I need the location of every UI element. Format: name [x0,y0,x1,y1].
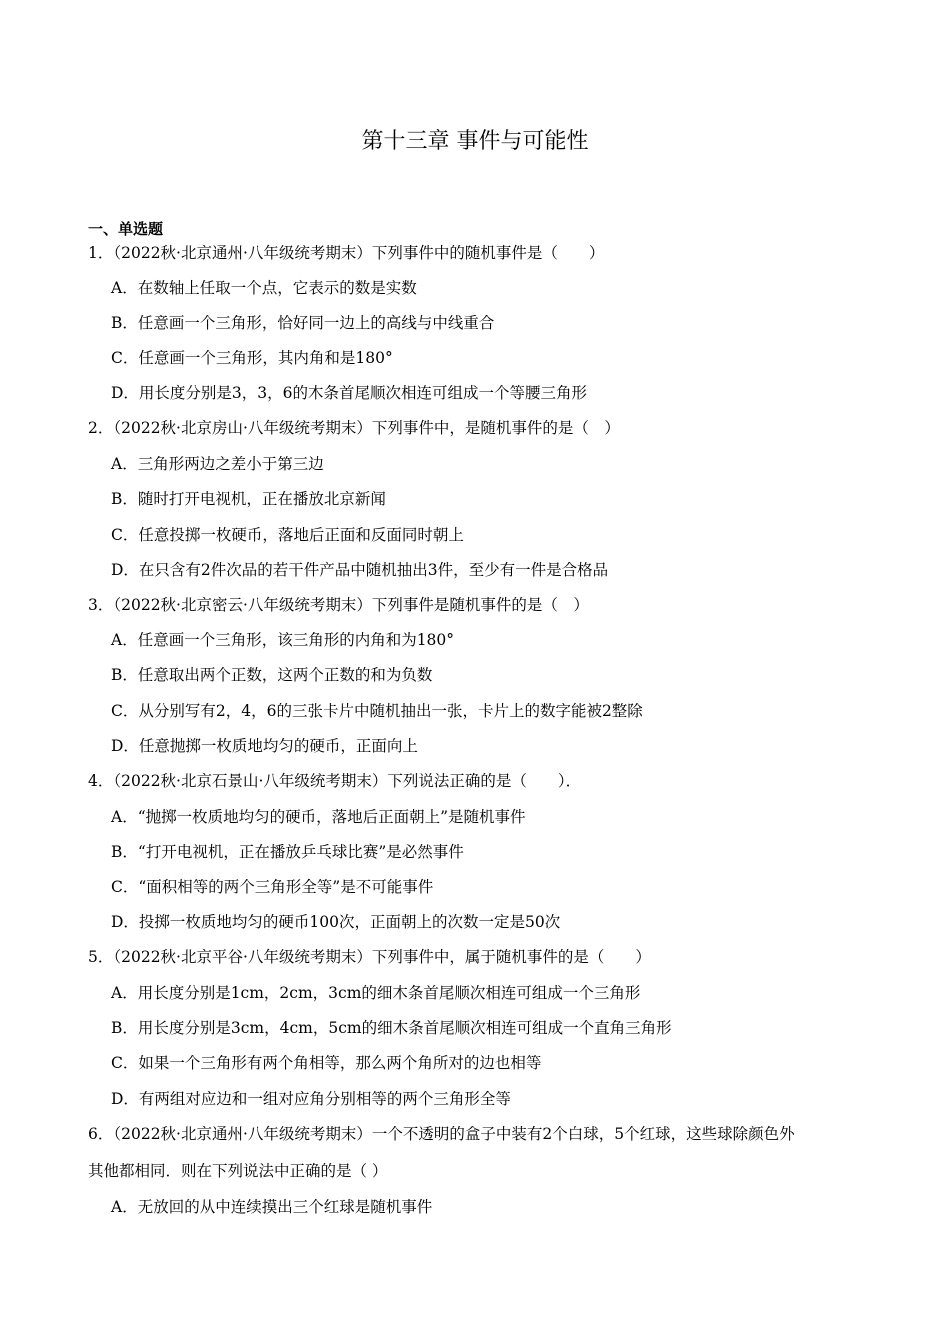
question-1-option-a: A．在数轴上任取一个点，它表示的数是实数 [111,279,417,297]
question-3-option-d: D．任意抛掷一枚质地均匀的硬币，正面向上 [111,737,418,755]
question-3-option-b: B．任意取出两个正数，这两个正数的和为负数 [111,666,433,684]
question-5-option-d: D．有两组对应边和一组对应角分别相等的两个三角形全等 [111,1090,511,1108]
question-1-option-d: D．用长度分别是3，3，6的木条首尾顺次相连可组成一个等腰三角形 [111,384,588,402]
question-5-stem: 5．（2022秋·北京平谷·八年级统考期末）下列事件中，属于随机事件的是（ ） [88,948,651,966]
question-5-option-b: B．用长度分别是3cm，4cm，5cm的细木条首尾顺次相连可组成一个直角三角形 [111,1019,672,1037]
question-4-option-d: D．投掷一枚质地均匀的硬币100次，正面朝上的次数一定是50次 [111,913,561,931]
question-2-stem: 2．（2022秋·北京房山·八年级统考期末）下列事件中，是随机事件的是（ ） [88,419,620,437]
question-6-stem-line-2: 其他都相同．则在下列说法中正确的是（ ） [88,1162,388,1180]
question-2-option-b: B．随时打开电视机，正在播放北京新闻 [111,490,386,508]
question-2-option-a: A．三角形两边之差小于第三边 [111,455,324,473]
question-6-option-a: A．无放回的从中连续摸出三个红球是随机事件 [111,1198,433,1216]
question-2-option-c: C．任意投掷一枚硬币，落地后正面和反面同时朝上 [111,526,464,544]
question-5-option-a: A．用长度分别是1cm，2cm，3cm的细木条首尾顺次相连可组成一个三角形 [111,984,641,1002]
section-heading: 一、单选题 [88,220,164,238]
question-3-stem: 3．（2022秋·北京密云·八年级统考期末）下列事件是随机事件的是（ ） [88,596,589,614]
question-5-option-c: C．如果一个三角形有两个角相等，那么两个角所对的边也相等 [111,1054,542,1072]
question-4-option-b: B．“打开电视机，正在播放乒乓球比赛”是必然事件 [111,843,464,861]
question-3-option-c: C．从分别写有2，4，6的三张卡片中随机抽出一张，卡片上的数字能被2整除 [111,702,643,720]
question-4-option-a: A．“抛掷一枚质地均匀的硬币，落地后正面朝上”是随机事件 [111,808,526,826]
question-1-option-b: B．任意画一个三角形，恰好同一边上的高线与中线重合 [111,314,495,332]
question-1-stem: 1．（2022秋·北京通州·八年级统考期末）下列事件中的随机事件是（ ） [88,244,605,262]
question-3-option-a: A．任意画一个三角形，该三角形的内角和为180° [111,631,455,649]
question-2-option-d: D．在只含有2件次品的若干件产品中随机抽出3件，至少有一件是合格品 [111,561,609,579]
question-1-option-c: C．任意画一个三角形，其内角和是180° [111,349,393,367]
question-6-stem-line-1: 6．（2022秋·北京通州·八年级统考期末）一个不透明的盒子中装有2个白球，5个红球，这些球除颜色外 [88,1125,795,1143]
page-title: 第十三章 事件与可能性 [361,129,589,154]
question-4-stem: 4．（2022秋·北京石景山·八年级统考期末）下列说法正确的是（ ）． [88,772,582,790]
question-4-option-c: C．“面积相等的两个三角形全等”是不可能事件 [111,878,434,896]
